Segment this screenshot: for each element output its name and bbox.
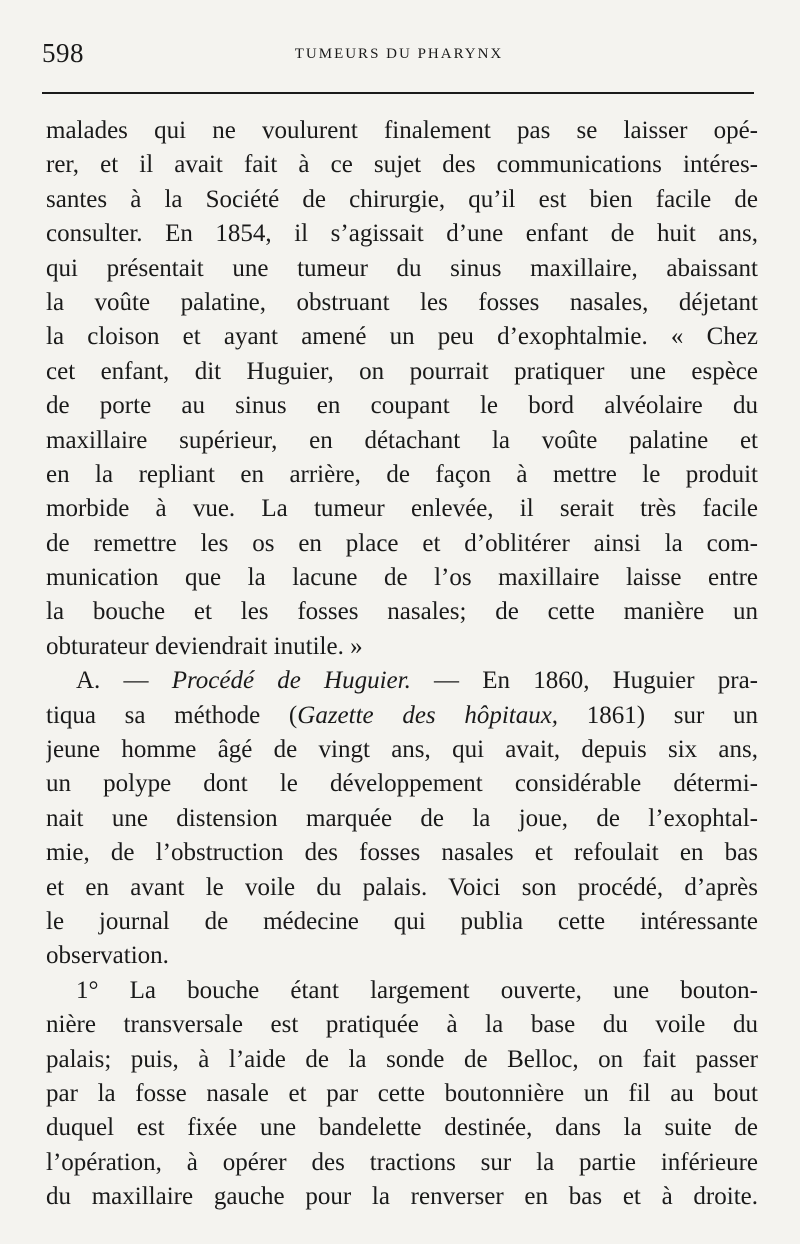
- text-line: nait une distension marquée de la joue, de l’exophtal-: [46, 804, 758, 832]
- text-line: un polype dont le développement considérable détermi-: [46, 770, 758, 798]
- text-line: cet enfant, dit Huguier, on pourrait pratiquer une espèce: [46, 357, 758, 385]
- text-line: obturateur deviendrait inutile. »: [46, 632, 363, 660]
- text-line: duquel est fixée une bandelette destinée, dans la suite de: [46, 1114, 758, 1142]
- text-line: [46, 699, 758, 733]
- text-line: mie, de l’obstruction des fosses nasales et refoulait en bas: [46, 839, 758, 867]
- page-header: [42, 38, 756, 74]
- text-line: rer, et il avait fait à ce sujet des communications intéres-: [46, 151, 758, 179]
- text-line: maxillaire supérieur, en détachant la voûte palatine et: [46, 426, 758, 454]
- section-heading-line: [46, 664, 758, 698]
- running-title: TUMEURS DU PHARYNX: [294, 46, 504, 62]
- text-line: qui présentait une tumeur du sinus maxillaire, abaissant: [46, 254, 758, 282]
- text-line: par la fosse nasale et par cette boutonnière un fil au bout: [46, 1079, 758, 1107]
- text-line: l’opération, à opérer des tractions sur la partie inférieure: [46, 1148, 758, 1176]
- page-number: 598: [42, 38, 84, 68]
- section-heading-rest: — En 1860, Huguier pra-: [410, 667, 758, 695]
- text-line: de remettre les os en place et d’oblitérer ainsi la com-: [46, 529, 758, 557]
- text-line: malades qui ne voulurent finalement pas se laisser opé-: [46, 117, 758, 144]
- journal-title: Gazette des hôpitaux,: [297, 701, 559, 729]
- text-line: observation.: [46, 942, 169, 970]
- text-line: morbide à vue. La tumeur enlevée, il serait très facile: [46, 495, 758, 523]
- text-line: nière transversale est pratiquée à la base du voile du: [46, 1011, 758, 1039]
- text-line: la bouche et les fosses nasales; de cette manière un: [46, 598, 758, 626]
- section-label: A. —: [76, 667, 172, 695]
- text-line: palais; puis, à l’aide de la sonde de Belloc, on fait passer: [46, 1045, 758, 1073]
- text-line: le journal de médecine qui publia cette intéressante: [46, 907, 758, 935]
- text-line: munication que la lacune de l’os maxillaire laisse entre: [46, 564, 758, 592]
- text-line: santes à la Société de chirurgie, qu’il est bien facile de: [46, 185, 758, 213]
- text-line: la voûte palatine, obstruant les fosses nasales, déjetant: [46, 288, 758, 316]
- text-line: et en avant le voile du palais. Voici son procédé, d’après: [46, 873, 758, 901]
- text-line: 1° La bouche étant largement ouverte, une bouton-: [76, 976, 758, 1004]
- text-line: de porte au sinus en coupant le bord alvéolaire du: [46, 392, 758, 420]
- text-line: en la repliant en arrière, de façon à mettre le produit: [46, 460, 758, 488]
- body-text: [46, 114, 758, 1215]
- section-title: Procédé de Huguier.: [171, 667, 411, 695]
- text-fragment: 1861) sur un: [558, 701, 758, 729]
- header-rule: [42, 92, 754, 94]
- text-line: consulter. En 1854, il s’agissait d’une enfant de huit ans,: [46, 220, 758, 248]
- text-fragment: tiqua sa méthode (: [46, 701, 298, 729]
- text-line: jeune homme âgé de vingt ans, qui avait, depuis six ans,: [46, 736, 758, 764]
- text-line: du maxillaire gauche pour la renverser en bas et à droite.: [46, 1183, 758, 1211]
- text-line: la cloison et ayant amené un peu d’exophtalmie. « Chez: [46, 323, 758, 351]
